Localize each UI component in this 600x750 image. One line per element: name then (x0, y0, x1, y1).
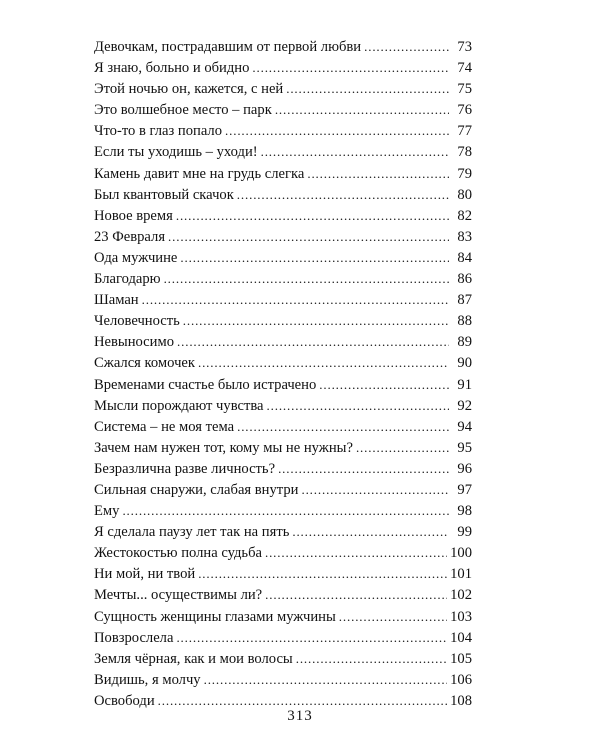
toc-entry[interactable] (94, 606, 472, 627)
toc-entry-page: 73 (457, 39, 472, 55)
toc-entry-title: Невыносимо (94, 334, 175, 351)
toc-entry-page: 100 (450, 545, 472, 562)
toc-entry-page: 104 (450, 629, 472, 646)
toc-dot-leader (339, 606, 447, 627)
toc-dot-leader (265, 542, 447, 563)
toc-entry-page: 90 (457, 355, 472, 372)
toc-entry-title: Повзрослела (94, 629, 174, 646)
toc-dot-leader (267, 395, 449, 416)
toc-entry-title: Безразлична разве личность? (94, 460, 276, 477)
toc-entry-title: Сущность женщины глазами мужчины (94, 608, 336, 625)
toc-entry-page: 84 (457, 249, 472, 266)
toc-entry-title: Мысли порождают чувства (94, 397, 264, 414)
toc-entry-title: Что-то в глаз попало (94, 123, 223, 140)
toc-entry-title: Человечность (94, 313, 180, 330)
toc-entry-title: Был квантовый скачок (94, 186, 234, 203)
toc-entry[interactable] (94, 648, 472, 669)
toc-entry[interactable] (94, 563, 472, 584)
toc-entry-page: 106 (450, 671, 472, 688)
toc-entry-page: 87 (457, 292, 472, 309)
toc-entry-title: Временами счастье было истрачено (94, 376, 317, 393)
toc-entry[interactable] (94, 226, 472, 247)
toc-dot-leader (307, 163, 449, 184)
page-number: 313 (287, 708, 313, 724)
toc-entry-page: 103 (450, 608, 472, 625)
toc-entry-title: Новое время (94, 207, 173, 224)
toc-entry[interactable] (94, 268, 472, 289)
toc-entry-page: 83 (457, 228, 472, 245)
table-of-contents (94, 36, 472, 711)
toc-entry-title: Система – не моя тема (94, 418, 235, 435)
toc-entry-page: 75 (457, 81, 472, 98)
toc-dot-leader (301, 479, 449, 500)
toc-entry-title: Шаман (94, 292, 139, 309)
toc-dot-leader (164, 268, 449, 289)
toc-entry[interactable] (94, 437, 472, 458)
toc-entry-page: 101 (450, 566, 472, 583)
toc-entry[interactable] (94, 521, 472, 542)
toc-dot-leader (261, 141, 449, 162)
toc-entry-title: Девочкам, пострадавшим от первой любви (94, 39, 362, 55)
toc-entry[interactable] (94, 310, 472, 331)
toc-entry[interactable] (94, 184, 472, 205)
toc-entry[interactable] (94, 205, 472, 226)
toc-entry[interactable] (94, 141, 472, 162)
toc-dot-leader (237, 184, 449, 205)
toc-dot-leader (180, 247, 449, 268)
toc-entry-title: Если ты уходишь – уходи! (94, 144, 258, 161)
toc-entry-page: 108 (450, 692, 472, 709)
toc-entry[interactable] (94, 458, 472, 479)
toc-entry-title: Сильная снаружи, слабая внутри (94, 481, 299, 498)
toc-entry-title: Видишь, я молчу (94, 671, 201, 688)
toc-entry-title: Я знаю, больно и обидно (94, 60, 250, 77)
toc-dot-leader (183, 310, 449, 331)
toc-entry-title: Благодарю (94, 271, 161, 288)
toc-entry[interactable] (94, 99, 472, 120)
toc-entry[interactable] (94, 120, 472, 141)
toc-entry-title: Камень давит мне на грудь слегка (94, 165, 305, 182)
toc-dot-leader (168, 226, 449, 247)
toc-entry[interactable] (94, 479, 472, 500)
toc-dot-leader (225, 120, 449, 141)
toc-entry-page: 96 (457, 460, 472, 477)
toc-entry[interactable] (94, 352, 472, 373)
toc-entry-page: 74 (457, 60, 472, 77)
toc-entry-page: 91 (457, 376, 472, 393)
toc-dot-leader (177, 331, 449, 352)
toc-entry-page: 76 (457, 102, 472, 119)
toc-dot-leader (275, 99, 449, 120)
toc-entry-title: Жестокостью полна судьба (94, 545, 262, 562)
toc-dot-leader (122, 500, 449, 521)
toc-entry-page: 88 (457, 313, 472, 330)
toc-entry-title: Я сделала паузу лет так на пять (94, 524, 290, 541)
toc-entry-page: 92 (457, 397, 472, 414)
toc-entry[interactable] (94, 289, 472, 310)
toc-entry[interactable] (94, 78, 472, 99)
toc-entry-title: Земля чёрная, как и мои волосы (94, 650, 293, 667)
toc-entry-title: Это волшебное место – парк (94, 102, 272, 119)
toc-entry-page: 102 (450, 587, 472, 604)
toc-entry-page: 99 (457, 524, 472, 541)
toc-entry-page: 77 (457, 123, 472, 140)
toc-entry[interactable] (94, 669, 472, 690)
toc-entry[interactable] (94, 500, 472, 521)
toc-dot-leader (278, 458, 449, 479)
toc-dot-leader (296, 648, 447, 669)
toc-entry-page: 105 (450, 650, 472, 667)
toc-dot-leader (204, 669, 448, 690)
toc-entry[interactable] (94, 247, 472, 268)
toc-entry[interactable] (94, 57, 472, 78)
toc-entry[interactable] (94, 36, 472, 57)
toc-entry-page: 82 (457, 207, 472, 224)
toc-dot-leader (364, 36, 449, 57)
toc-entry-title: Освободи (94, 692, 155, 709)
toc-entry[interactable] (94, 395, 472, 416)
toc-dot-leader (292, 521, 449, 542)
toc-entry-page: 80 (457, 186, 472, 203)
toc-entry[interactable] (94, 416, 472, 437)
toc-entry-page: 98 (457, 503, 472, 520)
toc-dot-leader (198, 352, 449, 373)
toc-entry[interactable] (94, 331, 472, 352)
toc-entry[interactable] (94, 374, 472, 395)
toc-entry-title: Ода мужчине (94, 249, 178, 266)
toc-dot-leader (237, 416, 449, 437)
toc-entry[interactable] (94, 584, 472, 605)
toc-entry-title: Зачем нам нужен тот, кому мы не нужны? (94, 439, 353, 456)
toc-entry[interactable] (94, 163, 472, 184)
toc-entry-title: Сжался комочек (94, 355, 195, 372)
toc-entry-title: Ему (94, 503, 120, 520)
toc-dot-leader (142, 289, 449, 310)
toc-entry-page: 79 (457, 165, 472, 182)
toc-dot-leader (252, 57, 449, 78)
toc-entry-page: 97 (457, 481, 472, 498)
toc-dot-leader (176, 205, 449, 226)
toc-dot-leader (356, 437, 449, 458)
toc-dot-leader (198, 563, 447, 584)
toc-entry-page: 78 (457, 144, 472, 161)
toc-entry-page: 95 (457, 439, 472, 456)
toc-entry-title: Ни мой, ни твой (94, 566, 196, 583)
toc-entry-title: Этой ночью он, кажется, с ней (94, 81, 284, 98)
toc-dot-leader (286, 78, 449, 99)
toc-dot-leader (176, 627, 447, 648)
toc-dot-leader (319, 374, 449, 395)
toc-entry-page: 94 (457, 418, 472, 435)
toc-entry-page: 89 (457, 334, 472, 351)
toc-dot-leader (265, 584, 447, 605)
toc-entry[interactable] (94, 627, 472, 648)
toc-entry-title: 23 Февраля (94, 228, 166, 245)
toc-entry-title: Мечты... осуществимы ли? (94, 587, 263, 604)
toc-entry-page: 86 (457, 271, 472, 288)
toc-entry[interactable] (94, 542, 472, 563)
